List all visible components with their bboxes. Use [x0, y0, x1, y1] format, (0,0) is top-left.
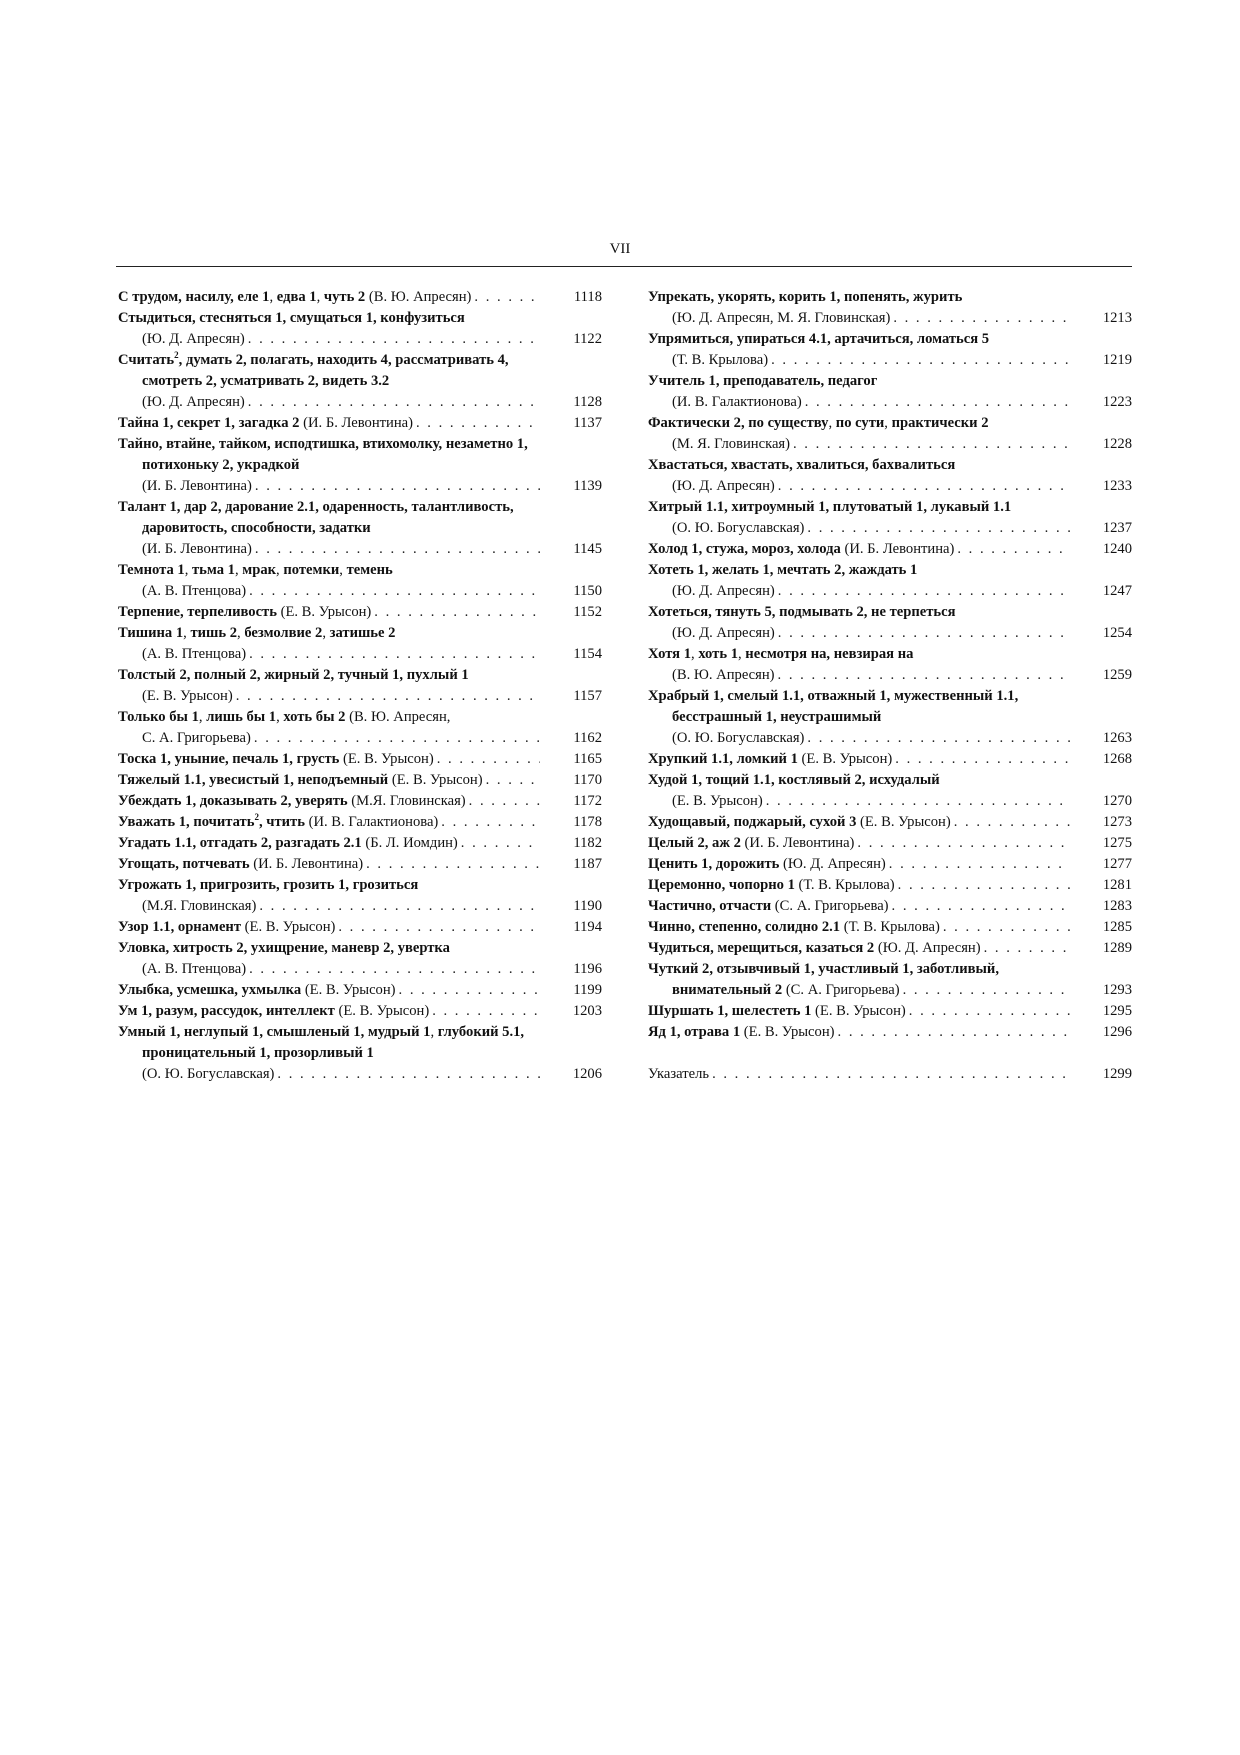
toc-entry-title: Стыдиться, стесняться 1, смущаться 1, конфузиться — [118, 310, 465, 326]
toc-entry-title: Темнота 1, тьма 1, мрак, потемки, темень — [118, 562, 393, 578]
toc-entry-title: Угадать 1.1, отгадать 2, разгадать 2.1 (Б. Л. Иомдин) — [118, 835, 458, 851]
toc-entry-title: Яд 1, отрава 1 (Е. В. Урысон) — [648, 1024, 835, 1040]
toc-entry-author: (Ю. Д. Апресян, М. Я. Гловинская) — [672, 310, 891, 326]
toc-entry-page: 1154 — [573, 646, 602, 662]
toc-entry-author: (И. Б. Левонтина) — [142, 541, 252, 557]
toc-entry-title: Хотеть 1, желать 1, мечтать 2, жаждать 1 — [648, 562, 918, 578]
dot-leader — [898, 875, 1070, 896]
dot-leader — [778, 581, 1070, 602]
toc-entry[interactable] — [648, 413, 1132, 455]
toc-entry-title: Терпение, терпеливость (Е. В. Урысон) — [118, 604, 372, 620]
dot-leader — [248, 392, 540, 413]
toc-entry[interactable] — [118, 854, 602, 875]
toc-entry-title: Упрямиться, упираться 4.1, артачиться, ломаться 5 — [648, 331, 990, 347]
toc-entry-author: (М.Я. Гловинская) — [142, 898, 257, 914]
toc-entry[interactable] — [118, 833, 602, 854]
toc-entry-page: 1118 — [573, 289, 602, 305]
toc-entry-title: Уловка, хитрость 2, ухищрение, маневр 2, увертка — [118, 940, 450, 956]
dot-leader — [793, 434, 1070, 455]
dot-leader — [712, 1064, 1070, 1085]
toc-entry-page: 1170 — [573, 772, 602, 788]
dot-leader — [895, 749, 1070, 770]
toc-entry-title: Угрожать 1, пригрозить, грозить 1, грозиться — [118, 877, 419, 893]
toc-entry[interactable] — [118, 308, 602, 350]
dot-leader — [236, 686, 540, 707]
toc-entry-author: (О. Ю. Богуславская) — [142, 1066, 275, 1082]
dot-leader — [771, 350, 1070, 371]
toc-entry[interactable] — [648, 644, 1132, 686]
toc-entry-page: 1139 — [573, 478, 602, 494]
toc-entry-page: 1122 — [573, 331, 602, 347]
toc-column-left — [118, 287, 602, 1085]
toc-entry-author: (М. Я. Гловинская) — [672, 436, 790, 452]
toc-entry-page: 1263 — [1102, 730, 1132, 746]
toc-entry-page: 1254 — [1102, 625, 1132, 641]
toc-entry-title: Считать$^2$, думать 2, полагать, находить 4, рассматривать 4, смотреть 2, усматривать 2, видеть 3.2 — [118, 350, 509, 389]
toc-entry-page: 1223 — [1102, 394, 1132, 410]
toc-entry[interactable] — [648, 875, 1132, 896]
dot-leader — [248, 329, 540, 350]
dot-leader — [254, 728, 540, 749]
toc-entry[interactable] — [648, 812, 1132, 833]
toc-entry-page: 1275 — [1102, 835, 1132, 851]
dot-leader — [957, 539, 1070, 560]
toc-entry-title: Частично, отчасти (С. А. Григорьева) — [648, 898, 889, 914]
dot-leader — [259, 896, 540, 917]
toc-entry-title: Тайна 1, секрет 1, загадка 2 (И. Б. Левонтина) — [118, 415, 413, 431]
toc-entry[interactable] — [648, 1001, 1132, 1022]
toc-entry[interactable] — [118, 497, 602, 560]
toc-entry[interactable] — [648, 917, 1132, 938]
toc-entry[interactable] — [118, 812, 602, 833]
toc-entry-title: Ценить 1, дорожить (Ю. Д. Апресян) — [648, 856, 886, 872]
toc-entry-title: Упрекать, укорять, корить 1, попенять, журить — [648, 289, 963, 305]
toc-entry[interactable] — [118, 665, 602, 707]
toc-entry-title: Учитель 1, преподаватель, педагог — [648, 373, 878, 389]
dot-leader — [805, 392, 1070, 413]
toc-entry-author: (Е. В. Урысон) — [142, 688, 233, 704]
toc-entry-page: 1145 — [573, 541, 602, 557]
toc-entry[interactable] — [648, 686, 1132, 749]
dot-leader — [943, 917, 1070, 938]
toc-entry-title: Указатель — [648, 1066, 710, 1082]
toc-entry-page: 1270 — [1102, 793, 1132, 809]
toc-entry[interactable] — [648, 560, 1132, 602]
dot-leader — [277, 1064, 540, 1085]
dot-leader — [249, 644, 540, 665]
toc-entry-title: Тайно, втайне, тайком, исподтишка, втихомолку, незаметно 1, потихоньку 2, украдкой — [118, 436, 528, 473]
toc-entry-page: 1296 — [1102, 1024, 1132, 1040]
dot-leader — [893, 308, 1070, 329]
toc-entry[interactable] — [648, 749, 1132, 770]
toc-entry-page: 1182 — [573, 835, 602, 851]
toc-entry-page: 1150 — [573, 583, 602, 599]
dot-leader — [903, 980, 1070, 1001]
toc-entry-page: 1157 — [573, 688, 602, 704]
toc-entry-title: Угощать, потчевать (И. Б. Левонтина) — [118, 856, 364, 872]
toc-entry-author: (Ю. Д. Апресян) — [672, 625, 775, 641]
toc-entry-title: Холод 1, стужа, мороз, холода (И. Б. Левонтина) — [648, 541, 955, 557]
toc-entry-title: Чудиться, мерещиться, казаться 2 (Ю. Д. Апресян) — [648, 940, 981, 956]
toc-entry-title: Талант 1, дар 2, дарование 2.1, одаренность, талантливость, даровитость, способности, задатки — [118, 499, 514, 536]
toc-entry[interactable] — [118, 287, 602, 308]
dot-leader — [461, 833, 540, 854]
toc-entry-page: 1228 — [1102, 436, 1132, 452]
toc-entry-author: (Ю. Д. Апресян) — [142, 331, 245, 347]
toc-entry[interactable] — [118, 917, 602, 938]
toc-entry-page: 1213 — [1102, 310, 1132, 326]
toc-entry-page: 1281 — [1102, 877, 1132, 893]
toc-entry-page: 1152 — [573, 604, 602, 620]
toc-entry-page: 1285 — [1102, 919, 1132, 935]
toc-entry-title: Хотя 1, хоть 1, несмотря на, невзирая на — [648, 646, 914, 662]
toc-entry-author: (Ю. Д. Апресян) — [672, 478, 775, 494]
dot-leader — [366, 854, 540, 875]
toc-entry-author: (Т. В. Крылова) — [672, 352, 769, 368]
toc-entry-author: (О. Ю. Богуславская) — [672, 520, 805, 536]
toc-entry[interactable] — [648, 287, 1132, 329]
toc-entry[interactable] — [648, 371, 1132, 413]
toc-entry-page: 1259 — [1102, 667, 1132, 683]
dot-leader — [486, 770, 540, 791]
toc-entry-title: Улыбка, усмешка, ухмылка (Е. В. Урысон) — [118, 982, 396, 998]
toc-entry[interactable] — [648, 539, 1132, 560]
toc-entry-page: 1162 — [573, 730, 602, 746]
dot-leader — [416, 413, 540, 434]
dot-leader — [889, 854, 1070, 875]
toc-entry-title: Толстый 2, полный 2, жирный 2, тучный 1, пухлый 1 — [118, 667, 469, 683]
toc-entry-title: Уважать 1, почитать$^2$, чтить (И. В. Галактионова) — [118, 812, 439, 830]
toc-entry-title: Хвастаться, хвастать, хвалиться, бахвалиться — [648, 457, 956, 473]
toc-entry-title: Худой 1, тощий 1.1, костлявый 2, исхудалый — [648, 772, 940, 788]
toc-entry-page: 1299 — [1102, 1066, 1132, 1082]
toc-entry-author: (И. Б. Левонтина) — [142, 478, 252, 494]
toc-entry-page: 1283 — [1102, 898, 1132, 914]
toc-entry-page: 1277 — [1102, 856, 1132, 872]
toc-entry-title: Чинно, степенно, солидно 2.1 (Т. В. Крылова) — [648, 919, 940, 935]
toc-entry-page: 1247 — [1102, 583, 1132, 599]
dot-leader — [437, 749, 540, 770]
toc-entry-title: Узор 1.1, орнамент (Е. В. Урысон) — [118, 919, 336, 935]
toc-entry[interactable] — [648, 833, 1132, 854]
toc-entry[interactable] — [648, 329, 1132, 371]
toc-entry[interactable] — [118, 602, 602, 623]
dot-leader — [857, 833, 1070, 854]
toc-entry-author: внимательный 2 (С. А. Григорьева) — [672, 982, 900, 998]
header-rule — [116, 266, 1132, 267]
dot-leader — [432, 1001, 540, 1022]
toc-entry-title: Тоска 1, уныние, печаль 1, грусть (Е. В. Урысон) — [118, 751, 434, 767]
dot-leader — [954, 812, 1070, 833]
toc-entry-page: 1233 — [1102, 478, 1132, 494]
toc-entry[interactable] — [118, 1022, 602, 1085]
toc-entry[interactable] — [118, 413, 602, 434]
dot-leader — [441, 812, 540, 833]
toc-entry[interactable] — [648, 770, 1132, 812]
toc-column-right — [648, 287, 1132, 1085]
toc-entry-author: (А. В. Птенцова) — [142, 583, 247, 599]
dot-leader — [338, 917, 540, 938]
toc-entry-author: (И. В. Галактионова) — [672, 394, 802, 410]
toc-entry-author: (В. Ю. Апресян) — [672, 667, 775, 683]
dot-leader — [374, 602, 540, 623]
dot-leader — [807, 728, 1070, 749]
dot-leader — [249, 581, 540, 602]
toc-entry-title: С трудом, насилу, еле 1, едва 1, чуть 2 (В. Ю. Апресян) — [118, 289, 472, 305]
toc-entry-page: 1206 — [572, 1066, 602, 1082]
toc-entry-page: 1178 — [573, 814, 602, 830]
toc-entry-title: Тяжелый 1.1, увесистый 1, неподъемный (Е. В. Урысон) — [118, 772, 483, 788]
toc-entry[interactable] — [118, 1001, 602, 1022]
toc-entry-page: 1190 — [573, 898, 602, 914]
toc-entry-page: 1268 — [1102, 751, 1132, 767]
page-number: VII — [609, 241, 631, 257]
toc-entry[interactable] — [118, 434, 602, 497]
dot-leader — [984, 938, 1070, 959]
toc-entry[interactable] — [118, 875, 602, 917]
dot-leader — [399, 980, 540, 1001]
toc-entry-page: 1128 — [573, 394, 602, 410]
toc-entry-title: Хитрый 1.1, хитроумный 1, плутоватый 1, лукавый 1.1 — [648, 499, 1012, 515]
toc-entry-page: 1194 — [573, 919, 602, 935]
dot-leader — [807, 518, 1070, 539]
dot-leader — [249, 959, 540, 980]
toc-entry-author: (А. В. Птенцова) — [142, 646, 247, 662]
toc-entry-page: 1289 — [1102, 940, 1132, 956]
dot-leader — [892, 896, 1070, 917]
toc-entry-author: С. А. Григорьева) — [142, 730, 251, 746]
toc-entry-title: Тишина 1, тишь 2, безмолвие 2, затишье 2 — [118, 625, 396, 641]
toc-entry-title: Чуткий 2, отзывчивый 1, участливый 1, заботливый, — [648, 961, 999, 977]
dot-leader — [474, 287, 540, 308]
toc-entry-page: 1293 — [1102, 982, 1132, 998]
toc-entry-page: 1196 — [573, 961, 602, 977]
toc-entry[interactable] — [648, 938, 1132, 959]
toc-entry[interactable] — [648, 602, 1132, 644]
dot-leader — [766, 791, 1070, 812]
toc-entry[interactable] — [118, 791, 602, 812]
toc-entry-title: Церемонно, чопорно 1 (Т. В. Крылова) — [648, 877, 895, 893]
toc-entry-page: 1137 — [573, 415, 602, 431]
toc-entry-title: Шуршать 1, шелестеть 1 (Е. В. Урысон) — [648, 1003, 906, 1019]
toc-entry[interactable] — [118, 623, 602, 665]
dot-leader — [909, 1001, 1070, 1022]
toc-entry-title: Целый 2, аж 2 (И. Б. Левонтина) — [648, 835, 855, 851]
toc-entry[interactable] — [118, 749, 602, 770]
toc-entry[interactable] — [118, 350, 602, 413]
toc-entry[interactable] — [118, 770, 602, 791]
dot-leader — [778, 665, 1070, 686]
toc-entry[interactable] — [118, 707, 602, 749]
toc-entry-page: 1237 — [1102, 520, 1132, 536]
toc-entry-title: Фактически 2, по существу, по сути, практически 2 — [648, 415, 989, 431]
toc-entry-page: 1295 — [1102, 1003, 1132, 1019]
toc-entry[interactable] — [648, 854, 1132, 875]
toc-entry[interactable] — [648, 896, 1132, 917]
toc-entry-page: 1240 — [1102, 541, 1132, 557]
toc-entry-title: Хрупкий 1.1, ломкий 1 (Е. В. Урысон) — [648, 751, 893, 767]
dot-leader — [469, 791, 540, 812]
toc-entry-page: 1203 — [572, 1003, 602, 1019]
toc-entry-title: Ум 1, разум, рассудок, интеллект (Е. В. Урысон) — [118, 1003, 430, 1019]
toc-entry[interactable] — [648, 959, 1132, 1001]
toc-entry[interactable] — [118, 980, 602, 1001]
dot-leader — [255, 539, 540, 560]
toc-entry-author: (Е. В. Урысон) — [672, 793, 763, 809]
toc-entry-title: Умный 1, неглупый 1, смышленый 1, мудрый 1, глубокий 5.1, проницательный 1, прозорливый 1 — [118, 1024, 525, 1061]
toc-entry-author: (О. Ю. Богуславская) — [672, 730, 805, 746]
toc-entry-page: 1219 — [1102, 352, 1132, 368]
toc-entry[interactable] — [648, 455, 1132, 497]
toc-entry[interactable] — [118, 938, 602, 980]
toc-entry-title: Худощавый, поджарый, сухой 3 (Е. В. Урысон) — [648, 814, 951, 830]
toc-entry-page: 1199 — [573, 982, 602, 998]
dot-leader — [838, 1022, 1070, 1043]
toc-entry[interactable] — [118, 560, 602, 602]
toc-entry-page: 1172 — [573, 793, 602, 809]
dot-leader — [255, 476, 540, 497]
toc-entry-author: (Ю. Д. Апресян) — [142, 394, 245, 410]
toc-entry-page: 1165 — [573, 751, 602, 767]
toc-entry-author: (Ю. Д. Апресян) — [672, 583, 775, 599]
toc-entry-title: Убеждать 1, доказывать 2, уверять (М.Я. Гловинская) — [118, 793, 466, 809]
toc-entry-page: 1273 — [1102, 814, 1132, 830]
toc-entry-title: Хотеться, тянуть 5, подмывать 2, не терпеться — [648, 604, 956, 620]
toc-entry[interactable] — [648, 497, 1132, 539]
toc-entry-title: Храбрый 1, смелый 1.1, отважный 1, мужественный 1.1, бесстрашный 1, неустрашимый — [648, 688, 1019, 725]
toc-entry-index[interactable] — [648, 1064, 1132, 1085]
dot-leader — [778, 623, 1070, 644]
dot-leader — [778, 476, 1070, 497]
toc-entry-author: (А. В. Птенцова) — [142, 961, 247, 977]
toc-entry-page: 1187 — [573, 856, 602, 872]
toc-entry[interactable] — [648, 1022, 1132, 1043]
toc-entry-title: Только бы 1, лишь бы 1, хоть бы 2 (В. Ю. Апресян, — [118, 709, 451, 725]
